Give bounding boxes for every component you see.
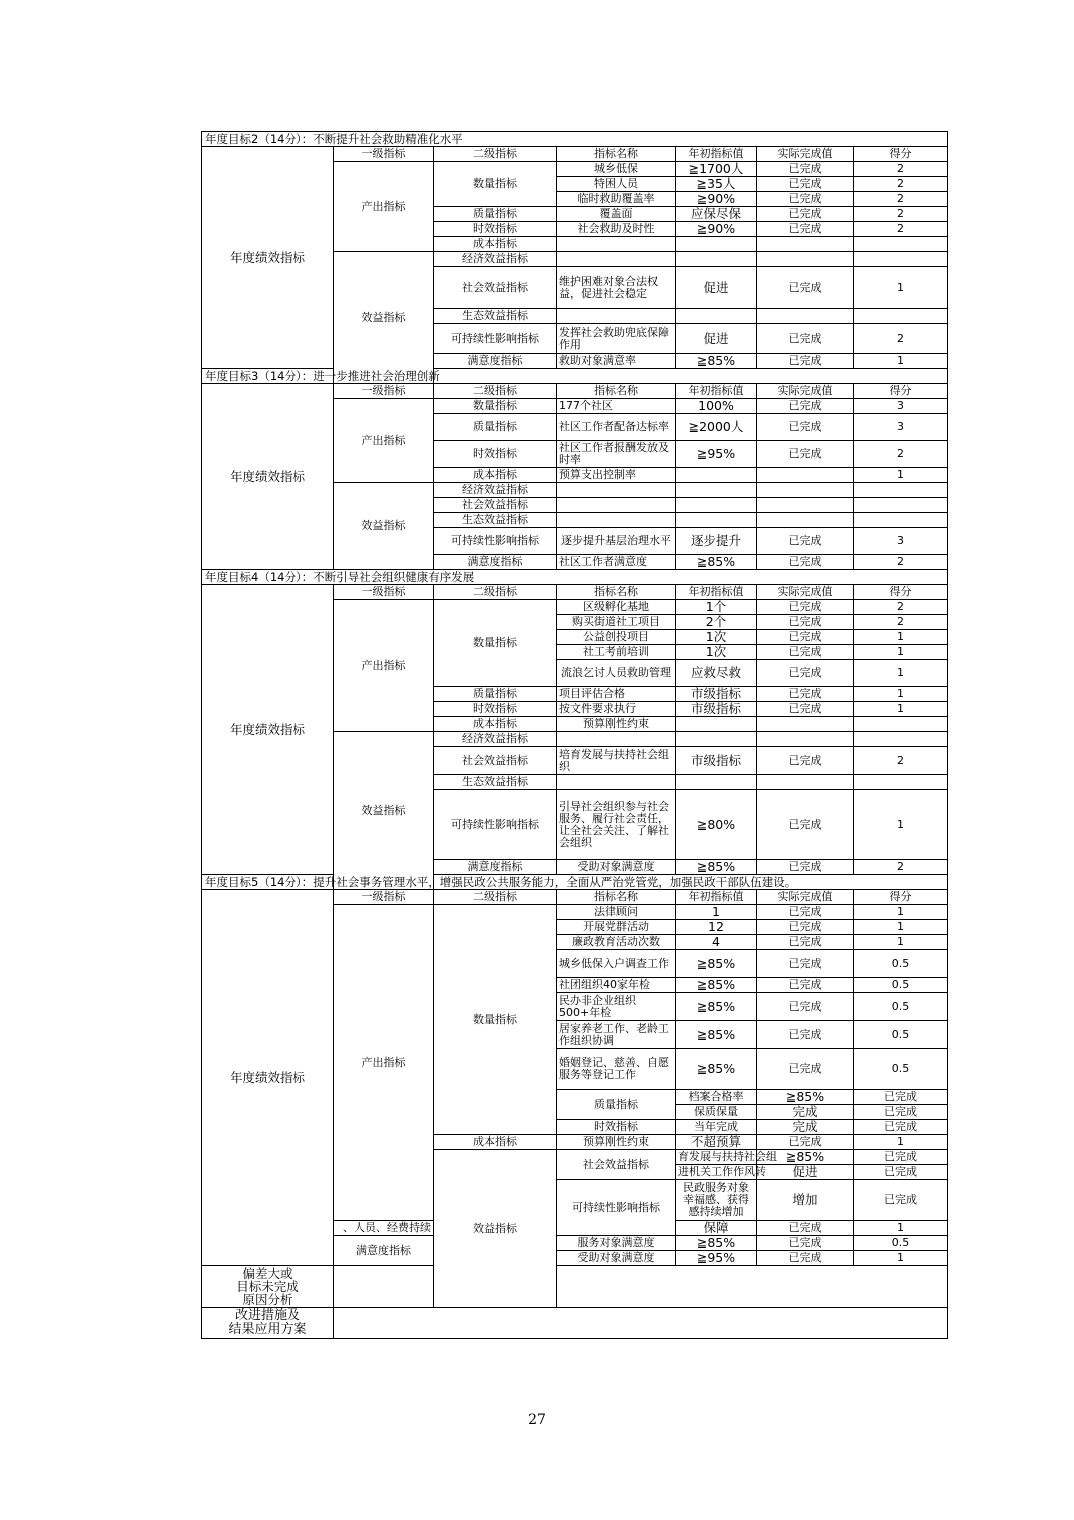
actual-value: [757, 775, 854, 790]
level2-indicator: 生态效益指标: [434, 775, 557, 790]
goal-title-row: [202, 875, 948, 890]
target-value: [676, 775, 757, 790]
indicator-name: 城乡低保: [557, 162, 676, 177]
actual-value: 已完成: [757, 399, 854, 414]
score: 1: [854, 935, 948, 950]
level1-indicator: 产出指标: [334, 162, 434, 252]
actual-value: 已完成: [757, 920, 854, 935]
improvement-row: [202, 1308, 948, 1339]
level1-indicator: 效益指标: [334, 252, 434, 384]
target-value: ≧85%: [676, 978, 757, 993]
score: 2: [854, 207, 948, 222]
score: 1: [854, 354, 948, 369]
header-cell: 指标名称: [557, 147, 676, 162]
target-value: 促进: [676, 324, 757, 354]
level2-indicator: 数量指标: [434, 399, 557, 414]
actual-value: 已完成: [757, 790, 854, 860]
score: 2: [854, 222, 948, 237]
score: 1: [854, 905, 948, 920]
indicator-name: 引导社会组织参与社会服务、履行社会责任，让全社会关注、了解社会组织: [557, 790, 676, 860]
level2-indicator: 数量指标: [434, 600, 557, 687]
level1-indicator: 产出指标: [334, 399, 434, 483]
target-value: ≧2000人: [676, 414, 757, 441]
indicator-name: 预算刚性约束: [557, 1135, 676, 1150]
goal-title: 年度目标2（14分）：不断提升社会救助精准化水平: [202, 132, 948, 147]
target-value: ≧90%: [676, 192, 757, 207]
indicator-name: 救助对象满意率: [557, 354, 676, 369]
actual-value: [757, 732, 854, 747]
score: [854, 513, 948, 528]
actual-value: 已完成: [757, 177, 854, 192]
score: 1: [854, 920, 948, 935]
target-value: ≧95%: [676, 441, 757, 468]
indicator-name: 逐步提升基层治理水平: [557, 528, 676, 555]
level2-indicator: 质量指标: [434, 207, 557, 222]
page-number: 27: [528, 1412, 546, 1428]
level1-indicator: 产出指标: [334, 600, 434, 732]
target-value: ≧85%: [676, 555, 757, 570]
indicator-name: 受助对象满意度: [557, 860, 676, 875]
actual-value: 已完成: [757, 414, 854, 441]
indicator-name: [557, 498, 676, 513]
score: [854, 483, 948, 498]
level2-indicator: 生态效益指标: [434, 513, 557, 528]
deviation-row: [202, 1266, 948, 1308]
score: 2: [854, 177, 948, 192]
target-value: ≧85%: [757, 1150, 854, 1165]
actual-value: 已完成: [757, 555, 854, 570]
indicator-name: 社团组织40家年检: [557, 978, 676, 993]
actual-value: 已完成: [757, 615, 854, 630]
indicator-name: [557, 513, 676, 528]
actual-value: [757, 237, 854, 252]
score: 1: [854, 1135, 948, 1150]
indicator-name: 培育发展与扶持社会组织: [557, 747, 676, 775]
target-value: 12: [676, 920, 757, 935]
indicator-name: 育发展与扶持社会组: [676, 1150, 757, 1165]
level2-indicator: 社会效益指标: [434, 267, 557, 309]
header-cell: 得分: [854, 384, 948, 399]
score: 2: [854, 441, 948, 468]
header-cell: 指标名称: [557, 585, 676, 600]
score: [854, 237, 948, 252]
indicator-name: 民办非企业组织500+年检: [557, 993, 676, 1021]
indicator-name: 开展党群活动: [557, 920, 676, 935]
target-value: ≧85%: [757, 1090, 854, 1105]
score: 0.5: [854, 1049, 948, 1090]
score: 3: [854, 399, 948, 414]
target-value: 4: [676, 935, 757, 950]
level2-indicator: 经济效益指标: [434, 483, 557, 498]
actual-value: 已完成: [757, 162, 854, 177]
score: 2: [854, 615, 948, 630]
actual-value: 已完成: [757, 1251, 854, 1266]
header-cell: 一级指标: [334, 890, 434, 905]
header-cell: 一级指标: [334, 384, 434, 399]
target-value: 完成: [757, 1120, 854, 1135]
level2-indicator: 生态效益指标: [434, 309, 557, 324]
score: 0.5: [854, 950, 948, 978]
level2-indicator: 成本指标: [434, 1135, 557, 1150]
actual-value: [757, 717, 854, 732]
indicator-name: 流浪乞讨人员救助管理: [557, 660, 676, 687]
performance-sheet: [201, 131, 947, 1339]
header-cell: 实际完成值: [757, 890, 854, 905]
level2-indicator: 经济效益指标: [434, 732, 557, 747]
score: 2: [854, 162, 948, 177]
score: 1: [854, 1221, 948, 1236]
level2-indicator: 成本指标: [434, 237, 557, 252]
actual-value: [757, 468, 854, 483]
actual-value: [757, 498, 854, 513]
header-cell: 一级指标: [334, 147, 434, 162]
actual-value: 已完成: [757, 935, 854, 950]
score: 2: [854, 555, 948, 570]
target-value: ≧35人: [676, 177, 757, 192]
actual-value: 已完成: [854, 1105, 948, 1120]
indicator-name: [557, 775, 676, 790]
level2-indicator: 社会效益指标: [434, 498, 557, 513]
score: [854, 775, 948, 790]
goal-title-row: [202, 570, 948, 585]
indicator-name: [557, 309, 676, 324]
score: 2: [854, 860, 948, 875]
actual-value: 已完成: [757, 702, 854, 717]
target-value: [676, 513, 757, 528]
level2-indicator: 满意度指标: [434, 860, 557, 875]
level2-indicator: 满意度指标: [334, 1236, 434, 1266]
actual-value: 已完成: [757, 978, 854, 993]
level2-indicator: 可持续性影响指标: [434, 324, 557, 354]
level2-indicator: 时效指标: [434, 441, 557, 468]
indicator-name: 购买街道社工项目: [557, 615, 676, 630]
target-value: ≧85%: [676, 1049, 757, 1090]
score: 1: [854, 468, 948, 483]
target-value: 逐步提升: [676, 528, 757, 555]
score: [854, 252, 948, 267]
indicator-name: 、人员、经费持续: [334, 1221, 434, 1236]
header-cell: 年初指标值: [676, 384, 757, 399]
score: 1: [854, 702, 948, 717]
actual-value: [757, 513, 854, 528]
actual-value: 已完成: [854, 1180, 948, 1221]
actual-value: 已完成: [854, 1165, 948, 1180]
score: 0.5: [854, 1021, 948, 1049]
target-value: ≧85%: [676, 1021, 757, 1049]
header-cell: 二级指标: [434, 384, 557, 399]
target-value: 2个: [676, 615, 757, 630]
indicator-name: 进机关工作作风转: [676, 1165, 757, 1180]
goal-title: 年度目标5（14分）：提升社会事务管理水平，增强民政公共服务能力，全面从严治党管党，加强民政干部队伍建设。: [202, 875, 948, 890]
actual-value: [757, 483, 854, 498]
actual-value: 已完成: [854, 1090, 948, 1105]
header-row: [202, 585, 948, 600]
target-value: ≧90%: [676, 222, 757, 237]
indicator-name: 城乡低保入户调查工作: [557, 950, 676, 978]
score: 1: [854, 687, 948, 702]
score: 1: [854, 645, 948, 660]
level1-indicator: 效益指标: [434, 1150, 557, 1308]
row-label: 年度绩效指标: [202, 585, 334, 875]
target-value: 增加: [757, 1180, 854, 1221]
score: 2: [854, 324, 948, 354]
level2-indicator: 可持续性影响指标: [434, 528, 557, 555]
target-value: 1: [676, 905, 757, 920]
row-label: 年度绩效指标: [202, 890, 334, 1266]
level2-indicator: 成本指标: [434, 468, 557, 483]
score: 2: [854, 600, 948, 615]
target-value: 应救尽救: [676, 660, 757, 687]
score: [854, 717, 948, 732]
header-cell: 指标名称: [557, 890, 676, 905]
score: 0.5: [854, 993, 948, 1021]
target-value: ≧85%: [676, 1236, 757, 1251]
target-value: 保障: [676, 1221, 757, 1236]
score: 2: [854, 192, 948, 207]
actual-value: 已完成: [757, 222, 854, 237]
indicator-name: 维护困难对象合法权益，促进社会稳定: [557, 267, 676, 309]
improvement-label: 改进措施及 结果应用方案: [202, 1308, 334, 1339]
deviation-label: 偏差大或 目标未完成 原因分析: [202, 1266, 334, 1308]
indicator-name: 特困人员: [557, 177, 676, 192]
actual-value: 已完成: [757, 528, 854, 555]
indicator-name: 社区工作者报酬发放及时率: [557, 441, 676, 468]
actual-value: 已完成: [854, 1120, 948, 1135]
indicator-name: 廉政教育活动次数: [557, 935, 676, 950]
indicator-name: 发挥社会救助兜底保障作用: [557, 324, 676, 354]
goal-title-row: [202, 132, 948, 147]
header-cell: 年初指标值: [676, 585, 757, 600]
score: 3: [854, 414, 948, 441]
actual-value: 已完成: [757, 324, 854, 354]
header-cell: 二级指标: [434, 585, 557, 600]
header-cell: 实际完成值: [757, 384, 854, 399]
header-cell: 指标名称: [557, 384, 676, 399]
score: [854, 309, 948, 324]
actual-value: 已完成: [757, 192, 854, 207]
target-value: 促进: [676, 267, 757, 309]
target-value: 促进: [757, 1165, 854, 1180]
indicator-name: 社区工作者满意度: [557, 555, 676, 570]
indicator-name: 档案合格率: [676, 1090, 757, 1105]
actual-value: 已完成: [757, 1236, 854, 1251]
header-cell: 实际完成值: [757, 147, 854, 162]
target-value: [676, 483, 757, 498]
actual-value: 已完成: [757, 207, 854, 222]
target-value: 市级指标: [676, 687, 757, 702]
target-value: 100%: [676, 399, 757, 414]
indicator-name: [557, 483, 676, 498]
target-value: 市级指标: [676, 702, 757, 717]
actual-value: 已完成: [757, 747, 854, 775]
indicator-name: 保质保量: [676, 1105, 757, 1120]
header-cell: 得分: [854, 890, 948, 905]
score: 0.5: [854, 1236, 948, 1251]
indicator-name: 公益创投项目: [557, 630, 676, 645]
header-cell: 得分: [854, 585, 948, 600]
actual-value: 已完成: [757, 600, 854, 615]
target-value: ≧95%: [676, 1251, 757, 1266]
level2-indicator: 社会效益指标: [557, 1150, 676, 1180]
level2-indicator: 质量指标: [434, 687, 557, 702]
level2-indicator: 时效指标: [434, 702, 557, 717]
actual-value: 已完成: [757, 1049, 854, 1090]
level2-indicator: 可持续性影响指标: [557, 1180, 676, 1236]
header-cell: 年初指标值: [676, 890, 757, 905]
level1-indicator: 效益指标: [334, 483, 434, 570]
target-value: [676, 717, 757, 732]
target-value: ≧85%: [676, 950, 757, 978]
indicator-name: 当年完成: [676, 1120, 757, 1135]
header-cell: 实际完成值: [757, 585, 854, 600]
actual-value: 已完成: [757, 905, 854, 920]
target-value: [676, 732, 757, 747]
level2-indicator: 经济效益指标: [434, 252, 557, 267]
target-value: ≧1700人: [676, 162, 757, 177]
score: [854, 732, 948, 747]
score: 1: [854, 660, 948, 687]
level2-indicator: 数量指标: [434, 905, 557, 1135]
actual-value: 已完成: [757, 860, 854, 875]
goal-title-row: [202, 369, 948, 384]
target-value: [676, 237, 757, 252]
target-value: [676, 498, 757, 513]
indicator-name: 按文件要求执行: [557, 702, 676, 717]
score: 1: [854, 267, 948, 309]
score: 1: [854, 630, 948, 645]
actual-value: 已完成: [757, 267, 854, 309]
target-value: 1次: [676, 630, 757, 645]
actual-value: [757, 252, 854, 267]
level2-indicator: 数量指标: [434, 162, 557, 207]
header-cell: 年初指标值: [676, 147, 757, 162]
improvement-value: [334, 1308, 948, 1339]
target-value: [676, 252, 757, 267]
level2-indicator: 社会效益指标: [434, 747, 557, 775]
actual-value: 已完成: [757, 660, 854, 687]
indicator-name: 177个社区: [557, 399, 676, 414]
indicator-name: 预算刚性约束: [557, 717, 676, 732]
indicator-name: 社工考前培训: [557, 645, 676, 660]
indicator-name: 婚姻登记、慈善、自愿服务等登记工作: [557, 1049, 676, 1090]
score: 0.5: [854, 978, 948, 993]
target-value: [676, 468, 757, 483]
indicator-name: 社会救助及时性: [557, 222, 676, 237]
indicator-name: 预算支出控制率: [557, 468, 676, 483]
row-label: 年度绩效指标: [202, 147, 334, 369]
actual-value: 已完成: [757, 354, 854, 369]
indicator-name: 民政服务对象幸福感、获得感持续增加: [676, 1180, 757, 1221]
level2-indicator: 时效指标: [557, 1120, 676, 1135]
indicator-name: 项目评估合格: [557, 687, 676, 702]
actual-value: 已完成: [757, 1135, 854, 1150]
target-value: 1个: [676, 600, 757, 615]
target-value: 应保尽保: [676, 207, 757, 222]
target-value: ≧80%: [676, 790, 757, 860]
actual-value: 已完成: [757, 950, 854, 978]
performance-table: [201, 131, 948, 1339]
target-value: ≧85%: [676, 860, 757, 875]
target-value: 不超预算: [676, 1135, 757, 1150]
level2-indicator: 可持续性影响指标: [434, 790, 557, 860]
header-cell: 得分: [854, 147, 948, 162]
indicator-name: 覆盖面: [557, 207, 676, 222]
level2-indicator: 时效指标: [434, 222, 557, 237]
score: 3: [854, 528, 948, 555]
indicator-name: 受助对象满意度: [557, 1251, 676, 1266]
level1-indicator: 效益指标: [334, 732, 434, 890]
goal-title: 年度目标4（14分）：不断引导社会组织健康有序发展: [202, 570, 948, 585]
header-row: [202, 147, 948, 162]
header-row: [202, 384, 948, 399]
indicator-name: 居家养老工作、老龄工作组织协调: [557, 1021, 676, 1049]
actual-value: 已完成: [757, 441, 854, 468]
deviation-value: [334, 1266, 948, 1308]
level2-indicator: 满意度指标: [434, 354, 557, 369]
actual-value: 已完成: [757, 645, 854, 660]
actual-value: 已完成: [757, 687, 854, 702]
score: 2: [854, 747, 948, 775]
level2-indicator: 质量指标: [434, 414, 557, 441]
header-cell: 二级指标: [434, 890, 557, 905]
target-value: 完成: [757, 1105, 854, 1120]
header-cell: 二级指标: [434, 147, 557, 162]
actual-value: 已完成: [757, 630, 854, 645]
actual-value: 已完成: [854, 1150, 948, 1165]
actual-value: [757, 309, 854, 324]
indicator-name: [557, 252, 676, 267]
score: 1: [854, 1251, 948, 1266]
actual-value: 已完成: [757, 1021, 854, 1049]
level2-indicator: 满意度指标: [434, 555, 557, 570]
row-label: 年度绩效指标: [202, 384, 334, 570]
header-row: [202, 890, 948, 905]
indicator-name: [557, 732, 676, 747]
goal-title: 年度目标3（14分）：进一步推进社会治理创新: [202, 369, 948, 384]
indicator-name: 服务对象满意度: [557, 1236, 676, 1251]
indicator-name: 法律顾问: [557, 905, 676, 920]
indicator-name: 社区工作者配备达标率: [557, 414, 676, 441]
indicator-name: 临时救助覆盖率: [557, 192, 676, 207]
score: 1: [854, 790, 948, 860]
level2-indicator: 成本指标: [434, 717, 557, 732]
header-cell: 一级指标: [334, 585, 434, 600]
actual-value: 已完成: [757, 993, 854, 1021]
target-value: ≧85%: [676, 993, 757, 1021]
target-value: [676, 309, 757, 324]
level1-indicator: 产出指标: [334, 905, 434, 1221]
actual-value: 已完成: [757, 1221, 854, 1236]
indicator-name: 区级孵化基地: [557, 600, 676, 615]
indicator-name: [557, 237, 676, 252]
score: [854, 498, 948, 513]
target-value: 市级指标: [676, 747, 757, 775]
level2-indicator: 质量指标: [557, 1090, 676, 1120]
target-value: 1次: [676, 645, 757, 660]
target-value: ≧85%: [676, 354, 757, 369]
